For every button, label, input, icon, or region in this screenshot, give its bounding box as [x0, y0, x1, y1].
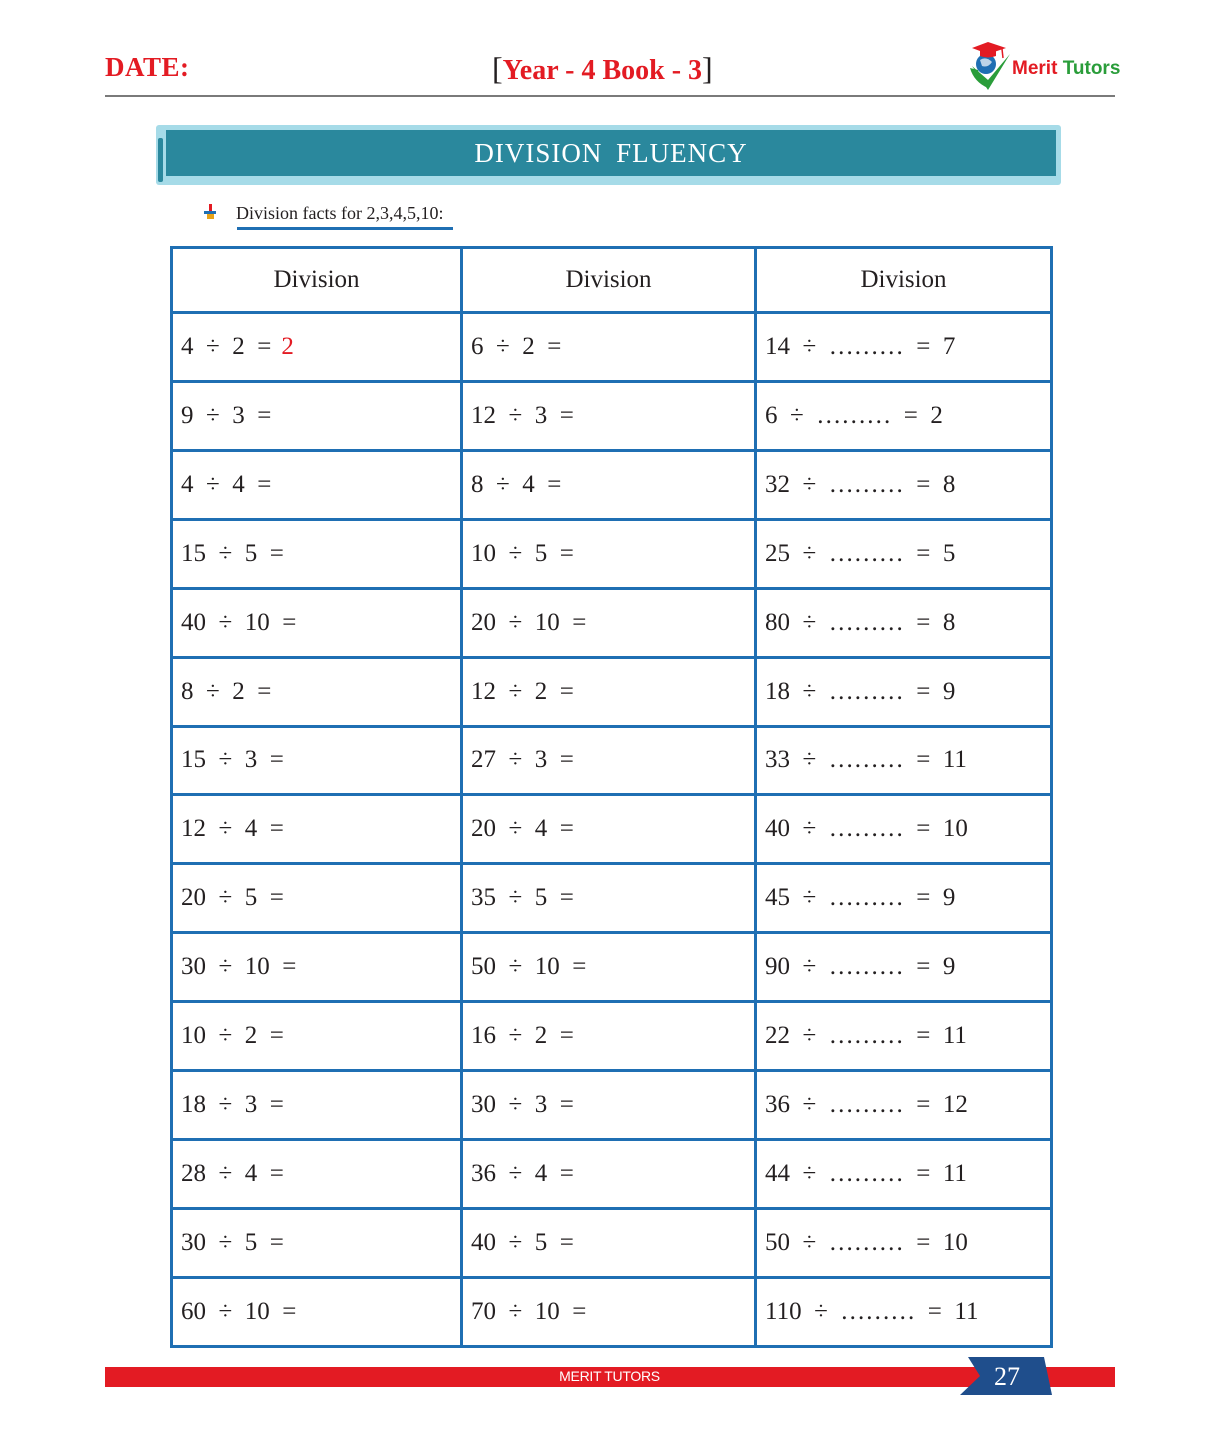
equation-text: 27 ÷ 3 =: [471, 746, 574, 774]
division-cell: [172, 726, 462, 795]
table-row: [172, 795, 1052, 864]
division-cell: [756, 864, 1052, 933]
division-cell: [462, 864, 756, 933]
subtitle-underline: [237, 227, 453, 230]
division-cell: [172, 795, 462, 864]
equation-text: 80 ÷ ……… = 8: [765, 608, 956, 636]
equation-text: 15 ÷ 5 =: [181, 539, 284, 567]
equation-text: 15 ÷ 3 =: [181, 746, 284, 774]
date-label: DATE:: [105, 52, 190, 82]
table-row: [172, 1071, 1052, 1140]
equation-text: 50 ÷ 10 =: [471, 953, 587, 981]
division-table: [170, 246, 1053, 1348]
division-cell: [462, 1208, 756, 1277]
equation-text: 44 ÷ ……… = 11: [765, 1160, 967, 1188]
equation-text: 12 ÷ 2 =: [471, 677, 574, 705]
equation-text: 8 ÷ 4 =: [471, 470, 562, 498]
equation-text: 10 ÷ 2 =: [181, 1022, 284, 1050]
division-cell: [756, 313, 1052, 382]
division-cell: [462, 795, 756, 864]
division-cell: [172, 1071, 462, 1140]
equation-text: 18 ÷ 3 =: [181, 1091, 284, 1119]
equation-text: 4 ÷ 2 =: [181, 332, 272, 360]
example-answer: 2: [281, 332, 294, 360]
division-cell: [756, 1140, 1052, 1209]
equation-text: 9 ÷ 3 =: [181, 401, 272, 429]
division-cell: [462, 588, 756, 657]
table-row: [172, 519, 1052, 588]
table-row: [172, 1208, 1052, 1277]
column-header: Division: [172, 248, 462, 313]
division-cell: [756, 933, 1052, 1002]
table-row: [172, 1002, 1052, 1071]
table-header-row: [172, 248, 1052, 313]
bullet-icon: [201, 204, 219, 220]
equation-text: 18 ÷ ……… = 9: [765, 677, 956, 705]
division-cell: [172, 1208, 462, 1277]
equation-text: 12 ÷ 4 =: [181, 815, 284, 843]
division-cell: [462, 1002, 756, 1071]
equation-text: 35 ÷ 5 =: [471, 884, 574, 912]
division-cell: [756, 519, 1052, 588]
division-cell: [172, 933, 462, 1002]
division-cell: [756, 1277, 1052, 1346]
equation-text: 20 ÷ 5 =: [181, 884, 284, 912]
division-cell: [756, 450, 1052, 519]
division-cell: [462, 1071, 756, 1140]
division-cell: [756, 1071, 1052, 1140]
division-cell: [756, 657, 1052, 726]
equation-text: 16 ÷ 2 =: [471, 1022, 574, 1050]
division-cell: [172, 657, 462, 726]
table-row: [172, 726, 1052, 795]
division-cell: [462, 933, 756, 1002]
equation-text: 36 ÷ ……… = 12: [765, 1091, 968, 1119]
table-row: [172, 1140, 1052, 1209]
division-cell: [462, 519, 756, 588]
division-cell: [756, 588, 1052, 657]
division-cell: [172, 864, 462, 933]
subtitle: Division facts for 2,3,4,5,10:: [236, 203, 444, 223]
division-cell: [172, 519, 462, 588]
division-cell: [172, 1140, 462, 1209]
equation-text: 90 ÷ ……… = 9: [765, 953, 956, 981]
division-cell: [756, 1208, 1052, 1277]
equation-text: 30 ÷ 3 =: [471, 1091, 574, 1119]
table-row: [172, 864, 1052, 933]
table-row: [172, 381, 1052, 450]
division-cell: [756, 1002, 1052, 1071]
division-cell: [172, 1002, 462, 1071]
division-cell: [462, 726, 756, 795]
table-row: [172, 313, 1052, 382]
equation-text: 30 ÷ 5 =: [181, 1228, 284, 1256]
equation-text: 4 ÷ 4 =: [181, 470, 272, 498]
equation-text: 14 ÷ ……… = 7: [765, 332, 956, 360]
equation-text: 20 ÷ 4 =: [471, 815, 574, 843]
logo-word-merit: Merit: [1012, 58, 1058, 79]
logo-word-tutors: Tutors: [1062, 58, 1121, 79]
book-title: [Year - 4 Book - 3]: [492, 50, 713, 86]
table-row: [172, 657, 1052, 726]
division-cell: [172, 450, 462, 519]
equation-text: 60 ÷ 10 =: [181, 1297, 297, 1325]
equation-text: 6 ÷ ……… = 2: [765, 401, 943, 429]
equation-text: 6 ÷ 2 =: [471, 332, 562, 360]
equation-text: 22 ÷ ……… = 11: [765, 1022, 967, 1050]
equation-text: 28 ÷ 4 =: [181, 1160, 284, 1188]
equation-text: 32 ÷ ……… = 8: [765, 470, 956, 498]
equation-text: 25 ÷ ……… = 5: [765, 539, 956, 567]
division-cell: [462, 1140, 756, 1209]
table-row: [172, 1277, 1052, 1346]
section-title: DIVISION FLUENCY: [166, 130, 1056, 176]
equation-text: 50 ÷ ……… = 10: [765, 1228, 968, 1256]
equation-text: 36 ÷ 4 =: [471, 1160, 574, 1188]
equation-text: 8 ÷ 2 =: [181, 677, 272, 705]
equation-text: 20 ÷ 10 =: [471, 608, 587, 636]
division-cell: [172, 313, 462, 382]
table-row: [172, 933, 1052, 1002]
division-cell: [756, 381, 1052, 450]
table-row: [172, 588, 1052, 657]
equation-text: 12 ÷ 3 =: [471, 401, 574, 429]
page-number: 27: [994, 1362, 1020, 1391]
equation-text: 40 ÷ ……… = 10: [765, 815, 968, 843]
equation-text: 70 ÷ 10 =: [471, 1297, 587, 1325]
equation-text: 40 ÷ 5 =: [471, 1228, 574, 1256]
footer-label: MERIT TUTORS: [559, 1368, 660, 1384]
division-cell: [172, 381, 462, 450]
equation-text: 10 ÷ 5 =: [471, 539, 574, 567]
equation-text: 40 ÷ 10 =: [181, 608, 297, 636]
equation-text: 33 ÷ ……… = 11: [765, 746, 967, 774]
book-title-text: Year - 4 Book - 3: [502, 55, 703, 86]
division-cell: [756, 726, 1052, 795]
division-cell: [462, 450, 756, 519]
table-row: [172, 450, 1052, 519]
equation-text: 45 ÷ ……… = 9: [765, 884, 956, 912]
equation-text: 30 ÷ 10 =: [181, 953, 297, 981]
column-header: Division: [462, 248, 756, 313]
division-cell: [172, 1277, 462, 1346]
division-cell: [462, 381, 756, 450]
header-rule: [105, 95, 1115, 97]
equation-text: 110 ÷ ……… = 11: [765, 1297, 979, 1325]
division-cell: [756, 795, 1052, 864]
division-cell: [462, 313, 756, 382]
division-cell: [462, 657, 756, 726]
division-cell: [462, 1277, 756, 1346]
banner-tab: [158, 138, 163, 182]
column-header: Division: [756, 248, 1052, 313]
division-cell: [172, 588, 462, 657]
logo-text: [1012, 58, 1120, 80]
